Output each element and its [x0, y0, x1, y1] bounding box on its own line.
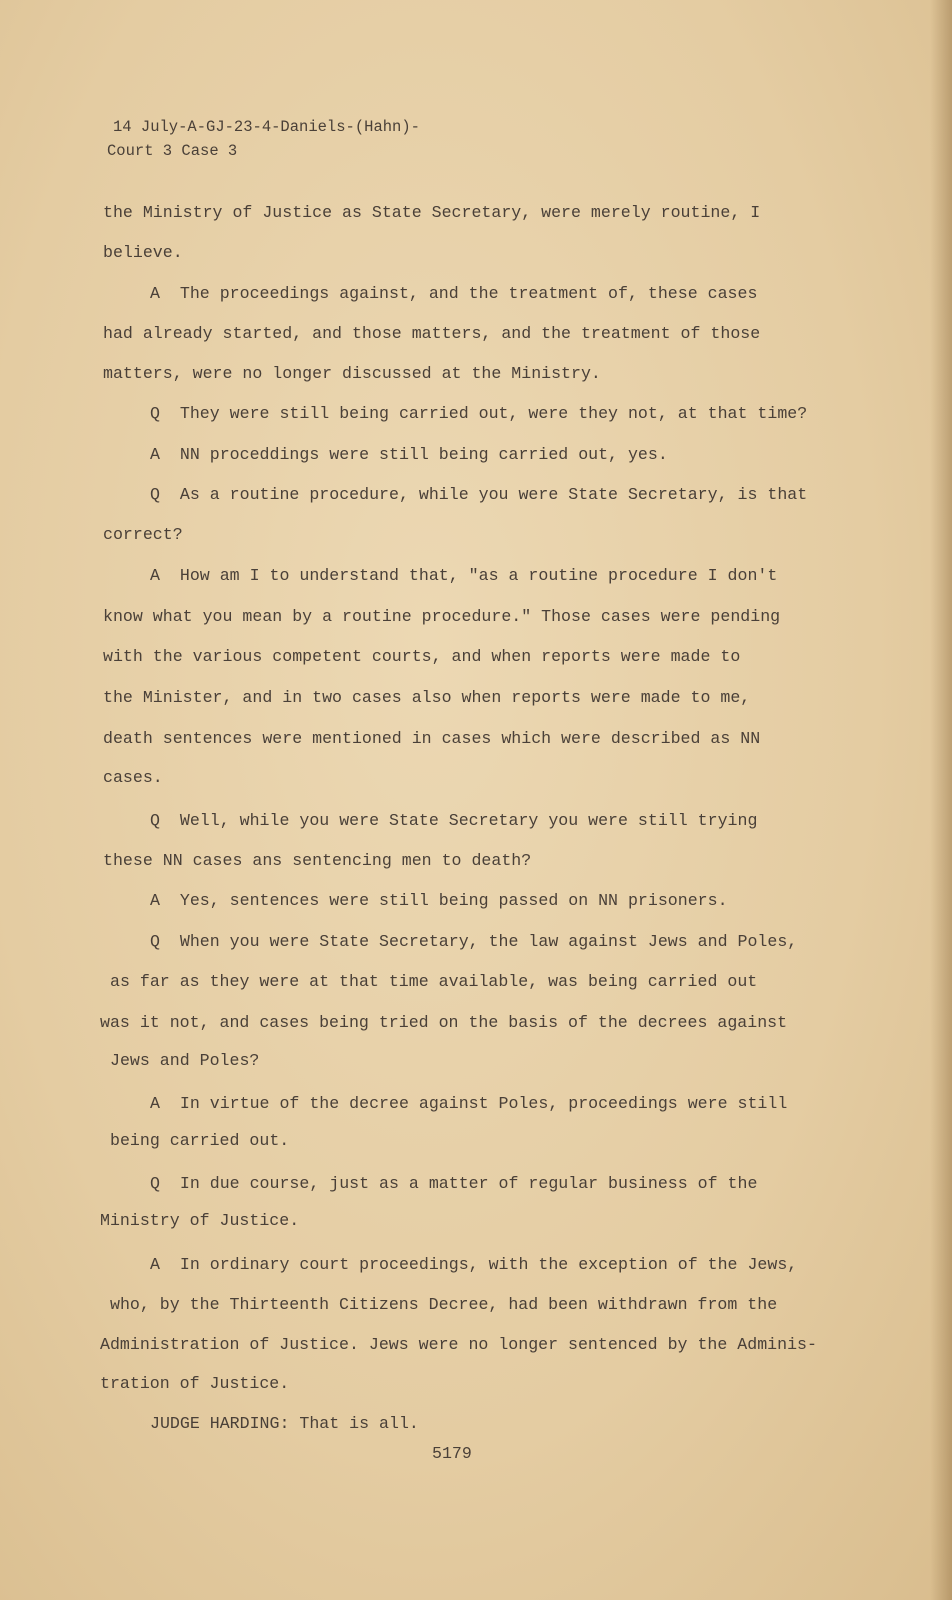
text-line: correct?: [103, 525, 183, 544]
text-line: these NN cases ans sentencing men to death?: [103, 851, 532, 870]
text-line: as far as they were at that time available, was being carried out: [110, 972, 758, 991]
text-line: A The proceedings against, and the treatment of, these cases: [150, 284, 758, 303]
text-line: Q In due course, just as a matter of regular business of the: [150, 1174, 758, 1193]
text-line: death sentences were mentioned in cases which were described as NN: [103, 729, 761, 748]
text-line: Ministry of Justice.: [100, 1211, 300, 1230]
text-line: was it not, and cases being tried on the basis of the decrees against: [100, 1013, 788, 1032]
text-line: A In ordinary court proceedings, with the exception of the Jews,: [150, 1255, 798, 1274]
text-line: believe.: [103, 243, 183, 262]
paper-edge-shadow: [930, 0, 952, 1600]
text-line: tration of Justice.: [100, 1374, 290, 1393]
text-line: JUDGE HARDING: That is all.: [150, 1414, 419, 1433]
text-line: Q Well, while you were State Secretary you were still trying: [150, 811, 758, 830]
header-line-1: 14 July-A-GJ-23-4-Daniels-(Hahn)-: [113, 118, 420, 136]
text-line: Jews and Poles?: [110, 1051, 260, 1070]
text-line: know what you mean by a routine procedure." Those cases were pending: [103, 607, 781, 626]
header-line-2: Court 3 Case 3: [107, 142, 238, 160]
text-line: with the various competent courts, and when reports were made to: [103, 647, 741, 666]
text-line: who, by the Thirteenth Citizens Decree, had been withdrawn from the: [110, 1295, 778, 1314]
text-line: being carried out.: [110, 1131, 290, 1150]
text-line: A How am I to understand that, "as a routine procedure I don't: [150, 566, 778, 585]
text-line: Q As a routine procedure, while you were State Secretary, is that: [150, 485, 808, 504]
text-line: A NN proceddings were still being carried out, yes.: [150, 445, 668, 464]
text-line: A Yes, sentences were still being passed on NN prisoners.: [150, 891, 728, 910]
text-line: A In virtue of the decree against Poles, proceedings were still: [150, 1094, 788, 1113]
text-line: Q When you were State Secretary, the law against Jews and Poles,: [150, 932, 798, 951]
text-line: the Ministry of Justice as State Secretary, were merely routine, I: [103, 203, 761, 222]
text-line: the Minister, and in two cases also when reports were made to me,: [103, 688, 751, 707]
text-line: Administration of Justice. Jews were no longer sentenced by the Adminis-: [100, 1335, 817, 1354]
page-number: 5179: [432, 1444, 472, 1463]
text-line: Q They were still being carried out, were they not, at that time?: [150, 404, 808, 423]
text-line: matters, were no longer discussed at the Ministry.: [103, 364, 601, 383]
text-line: cases.: [103, 768, 163, 787]
text-line: had already started, and those matters, and the treatment of those: [103, 324, 761, 343]
